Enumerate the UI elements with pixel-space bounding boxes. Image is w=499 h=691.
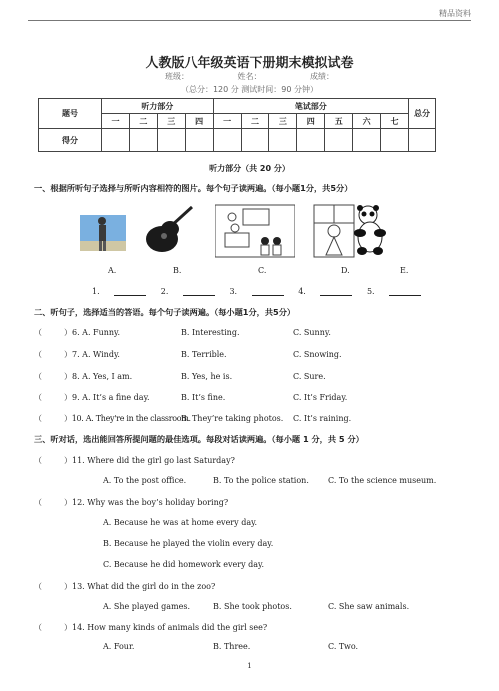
question-row bbox=[34, 349, 342, 360]
option-b: B. Yes, he is. bbox=[181, 372, 233, 381]
option-b: B. It’s fine. bbox=[181, 393, 226, 402]
class-label: 班级： bbox=[164, 72, 189, 81]
answer-paren[interactable]: （ bbox=[34, 498, 42, 507]
blank-number: 2. bbox=[160, 287, 169, 296]
option-a: A. Four. bbox=[103, 642, 135, 651]
listening-part-title: 听力部分（共 20 分） bbox=[209, 164, 290, 173]
answer-blank[interactable] bbox=[320, 287, 352, 296]
score-cell[interactable] bbox=[241, 129, 269, 152]
col-header: 七 bbox=[381, 114, 409, 129]
question-text: ）14. How many kinds of animals did the girl see? bbox=[64, 623, 268, 632]
option-c: C. She saw animals. bbox=[328, 602, 410, 611]
question-text: ）12. Why was the boy’s holiday boring? bbox=[64, 498, 229, 507]
answer-paren[interactable]: （ bbox=[34, 372, 42, 381]
question-row bbox=[34, 622, 267, 633]
score-cell[interactable] bbox=[353, 129, 381, 152]
option-c: C. Sunny. bbox=[293, 328, 331, 337]
col-header: 一 bbox=[213, 114, 241, 129]
score-cell[interactable] bbox=[157, 129, 185, 152]
listening-header: 听力部分 bbox=[102, 99, 214, 114]
col-header: 四 bbox=[297, 114, 325, 129]
writing-header: 笔试部分 bbox=[213, 99, 408, 114]
question-text: ）13. What did the girl do in the zoo? bbox=[64, 582, 216, 591]
score-table bbox=[38, 98, 436, 152]
student-info bbox=[0, 71, 499, 82]
header-label: 精品资料 bbox=[439, 9, 471, 18]
option-b: B. Because he played the violin every day. bbox=[103, 539, 274, 548]
blank-number: 3. bbox=[229, 287, 238, 296]
question-row bbox=[34, 371, 326, 382]
score-cell[interactable] bbox=[297, 129, 325, 152]
picture-e-panda bbox=[350, 203, 390, 259]
answer-paren[interactable]: （ bbox=[34, 623, 42, 632]
col-header: 五 bbox=[325, 114, 353, 129]
score-cell[interactable] bbox=[129, 129, 157, 152]
picture-label-c: C. bbox=[258, 266, 267, 275]
option-a: ）7. A. Windy. bbox=[64, 350, 120, 359]
header-divider bbox=[28, 20, 471, 21]
answer-paren[interactable]: （ bbox=[34, 414, 42, 423]
score-cell[interactable] bbox=[325, 129, 353, 152]
option-c: C. Two. bbox=[328, 642, 359, 651]
question-row bbox=[34, 327, 331, 338]
answer-paren[interactable]: （ bbox=[34, 350, 42, 359]
option-a: ）8. A. Yes, I am. bbox=[64, 372, 133, 381]
option-b: B. Terrible. bbox=[181, 350, 227, 359]
answer-blanks bbox=[92, 287, 433, 296]
score-cell[interactable] bbox=[213, 129, 241, 152]
option-a: ）10. A. They're in the classroom. bbox=[64, 414, 191, 423]
question-row bbox=[34, 497, 228, 508]
option-b: B. They’re taking photos. bbox=[181, 414, 284, 423]
question-row bbox=[34, 581, 215, 592]
options-row bbox=[103, 476, 436, 485]
section3-title: 三、听对话，选出能回答所提问题的最佳选项。每段对话读两遍。（每小题 1 分，共 5 分） bbox=[34, 434, 364, 444]
question-text: ）11. Where did the girl go last Saturday? bbox=[64, 456, 235, 465]
option-c: C. It’s Friday. bbox=[293, 393, 348, 402]
col-header: 三 bbox=[269, 114, 297, 129]
answer-blank[interactable] bbox=[114, 287, 146, 296]
answer-blank[interactable] bbox=[252, 287, 284, 296]
answer-blank[interactable] bbox=[389, 287, 421, 296]
score-cell[interactable] bbox=[381, 129, 409, 152]
answer-paren[interactable]: （ bbox=[34, 328, 42, 337]
option-c: C. Snowing. bbox=[293, 350, 342, 359]
option-b: B. She took photos. bbox=[213, 602, 292, 611]
picture-row bbox=[80, 203, 380, 263]
option-a: ）6. A. Funny. bbox=[64, 328, 121, 337]
option-a: A. To the post office. bbox=[103, 476, 187, 485]
col-header: 二 bbox=[129, 114, 157, 129]
option-b: B. To the police station. bbox=[213, 476, 309, 485]
section1-title: 一、根据所听句子选择与所听内容相符的图片。每个句子读两遍。（每小题1分，共5分） bbox=[34, 183, 353, 193]
option-c: C. To the science museum. bbox=[328, 476, 437, 485]
score-cell[interactable] bbox=[409, 129, 436, 152]
question-number-header: 题号 bbox=[39, 99, 102, 129]
total-header: 总分 bbox=[409, 99, 436, 129]
col-header: 四 bbox=[185, 114, 213, 129]
option-a: A. She played games. bbox=[103, 602, 190, 611]
col-header: 一 bbox=[102, 114, 130, 129]
blank-number: 1. bbox=[92, 287, 100, 296]
answer-blank[interactable] bbox=[183, 287, 215, 296]
answer-paren[interactable]: （ bbox=[34, 582, 42, 591]
score-cell[interactable] bbox=[102, 129, 130, 152]
picture-a-beach-person bbox=[80, 203, 126, 259]
options-row bbox=[103, 602, 409, 611]
page-number: 1 bbox=[247, 662, 252, 670]
section2-title: 二、听句子，选择适当的答语。每个句子读两遍。（每小题1分，共5分） bbox=[34, 307, 296, 317]
option-a: ）9. A. It’s a fine day. bbox=[64, 393, 150, 402]
score-row-label: 得分 bbox=[39, 129, 102, 152]
col-header: 三 bbox=[157, 114, 185, 129]
col-header: 二 bbox=[241, 114, 269, 129]
picture-label-d: D. bbox=[341, 266, 350, 275]
option-c: C. Because he did homework every day. bbox=[103, 560, 265, 569]
picture-b-guitar bbox=[142, 203, 196, 259]
option-a: A. Because he was at home every day. bbox=[103, 518, 258, 527]
picture-label-e: E. bbox=[400, 266, 409, 275]
blank-number: 4. bbox=[298, 287, 306, 296]
question-row bbox=[34, 413, 351, 424]
exam-meta: （总分：120 分 测试时间：90 分钟） bbox=[180, 85, 319, 94]
question-row bbox=[34, 455, 235, 466]
score-cell[interactable] bbox=[185, 129, 213, 152]
score-label: 成绩： bbox=[310, 72, 335, 81]
score-cell[interactable] bbox=[269, 129, 297, 152]
option-b: B. Three. bbox=[213, 642, 251, 651]
picture-label-a: A. bbox=[108, 266, 117, 275]
options-row bbox=[103, 642, 358, 651]
col-header: 六 bbox=[353, 114, 381, 129]
question-row bbox=[34, 392, 347, 403]
page-title: 人教版八年级英语下册期末模拟试卷 bbox=[145, 56, 354, 71]
answer-paren[interactable]: （ bbox=[34, 456, 42, 465]
answer-paren[interactable]: （ bbox=[34, 393, 42, 402]
option-c: C. It’s raining. bbox=[293, 414, 352, 423]
blank-number: 5. bbox=[366, 287, 375, 296]
picture-c-classroom bbox=[215, 203, 295, 259]
picture-label-b: B. bbox=[173, 266, 182, 275]
option-c: C. Sure. bbox=[293, 372, 326, 381]
option-b: B. Interesting. bbox=[181, 328, 240, 337]
name-label: 姓名： bbox=[237, 72, 262, 81]
